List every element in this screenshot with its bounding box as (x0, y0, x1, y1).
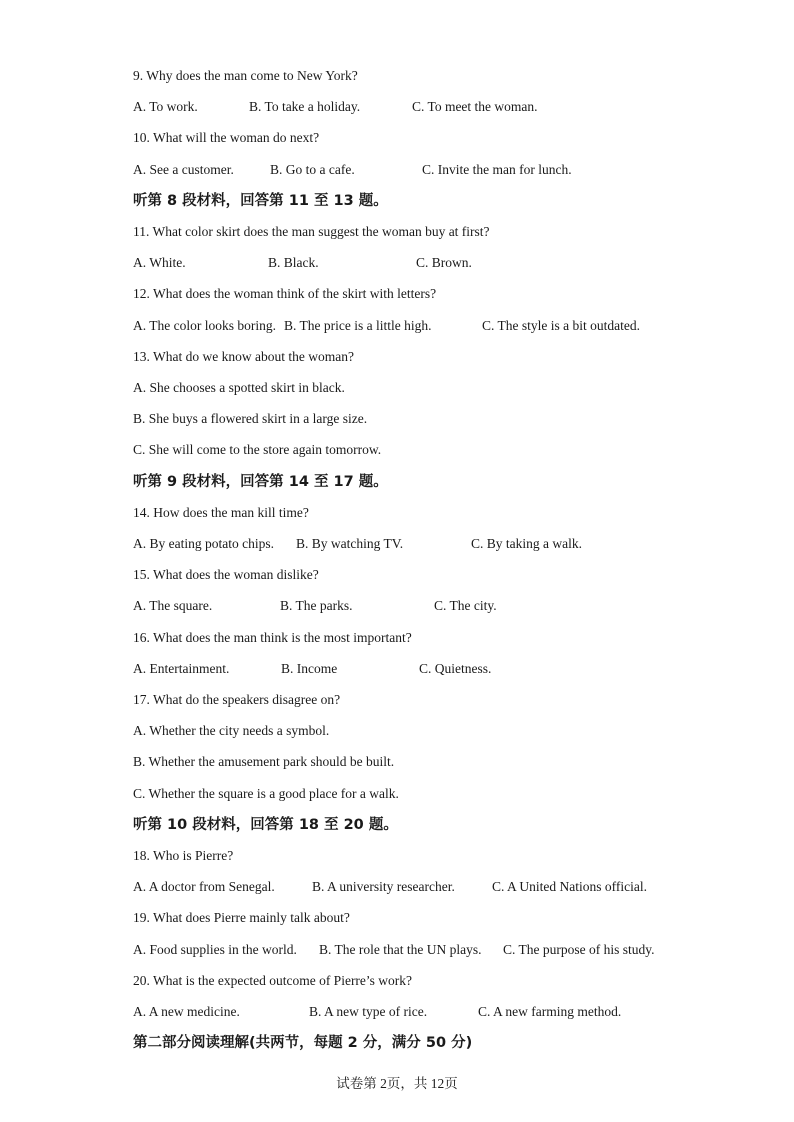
question-line: 15. What does the woman dislike? (133, 567, 319, 583)
question-line: 18. Who is Pierre? (133, 848, 234, 863)
question-line: 13. What do we know about the woman? (133, 348, 354, 364)
answer-option: B. By watching TV. (296, 536, 404, 551)
question-line: A. Whether the city needs a symbol. (133, 723, 330, 739)
answer-option: C. By taking a walk. (471, 536, 582, 551)
answer-option: C. A United Nations official. (492, 879, 647, 895)
answer-option: C. The style is a bit outdated. (482, 317, 640, 333)
answer-option: A. By eating potato chips. (133, 536, 274, 551)
section-heading: 听第 10 段材料，回答第 18 至 20 题。 (133, 816, 398, 833)
answer-option: B. Black. (268, 255, 319, 271)
answer-option: A. The square. (133, 598, 213, 614)
answer-option: A. A new medicine. (133, 1004, 240, 1019)
answer-option: C. Brown. (416, 255, 472, 271)
answer-option: C. The purpose of his study. (503, 941, 655, 957)
answer-option: C. Quietness. (419, 660, 492, 676)
answer-option: A. A doctor from Senegal. (133, 879, 275, 895)
answer-option: B. The parks. (280, 598, 353, 614)
question-line: A. She chooses a spotted skirt in black. (133, 380, 345, 395)
answer-option: B. To take a holiday. (249, 99, 361, 115)
answer-option: C. The city. (434, 598, 497, 614)
answer-option: C. A new farming method. (478, 1004, 622, 1019)
answer-option: A. Food supplies in the world. (133, 941, 297, 957)
answer-option: B. Go to a cafe. (270, 161, 355, 177)
answer-option: B. The price is a little high. (284, 317, 432, 333)
answer-option: B. A university researcher. (312, 879, 455, 895)
answer-option: A. See a customer. (133, 161, 234, 177)
question-line: C. She will come to the store again tomorrow. (133, 442, 382, 458)
page-footer: 试卷第 2页，共 12页 (336, 1076, 458, 1091)
question-line: C. Whether the square is a good place for a walk. (133, 785, 399, 801)
question-line: 19. What does Pierre mainly talk about? (133, 910, 350, 926)
answer-option: A. Entertainment. (133, 660, 230, 676)
answer-option: C. Invite the man for lunch. (422, 161, 572, 177)
question-line: 16. What does the man think is the most important? (133, 629, 412, 645)
answer-option: A. White. (133, 255, 186, 271)
question-line: 10. What will the woman do next? (133, 130, 320, 146)
question-line: 14. How does the man kill time? (133, 504, 309, 520)
answer-option: B. A new type of rice. (309, 1004, 428, 1019)
question-line: 9. Why does the man come to New York? (133, 68, 358, 83)
answer-option: B. Income (281, 660, 338, 676)
answer-option: C. To meet the woman. (412, 99, 538, 115)
answer-option: B. The role that the UN plays. (319, 941, 482, 957)
answer-option: A. To work. (133, 99, 198, 115)
section-heading: 第二部分阅读理解(共两节，每题 2 分，满分 50 分) (133, 1035, 473, 1052)
question-line: B. Whether the amusement park should be built. (133, 754, 395, 770)
answer-option: A. The color looks boring. (133, 317, 276, 333)
section-heading: 听第 9 段材料，回答第 14 至 17 题。 (133, 473, 388, 490)
question-line: 20. What is the expected outcome of Pierre’s work? (133, 972, 413, 988)
question-line: 11. What color skirt does the man suggest the woman buy at first? (133, 224, 490, 239)
question-line: 12. What does the woman think of the skirt with letters? (133, 286, 437, 302)
section-heading: 听第 8 段材料，回答第 11 至 13 题。 (133, 192, 388, 209)
question-line: 17. What do the speakers disagree on? (133, 692, 341, 707)
question-line: B. She buys a flowered skirt in a large size. (133, 411, 368, 427)
